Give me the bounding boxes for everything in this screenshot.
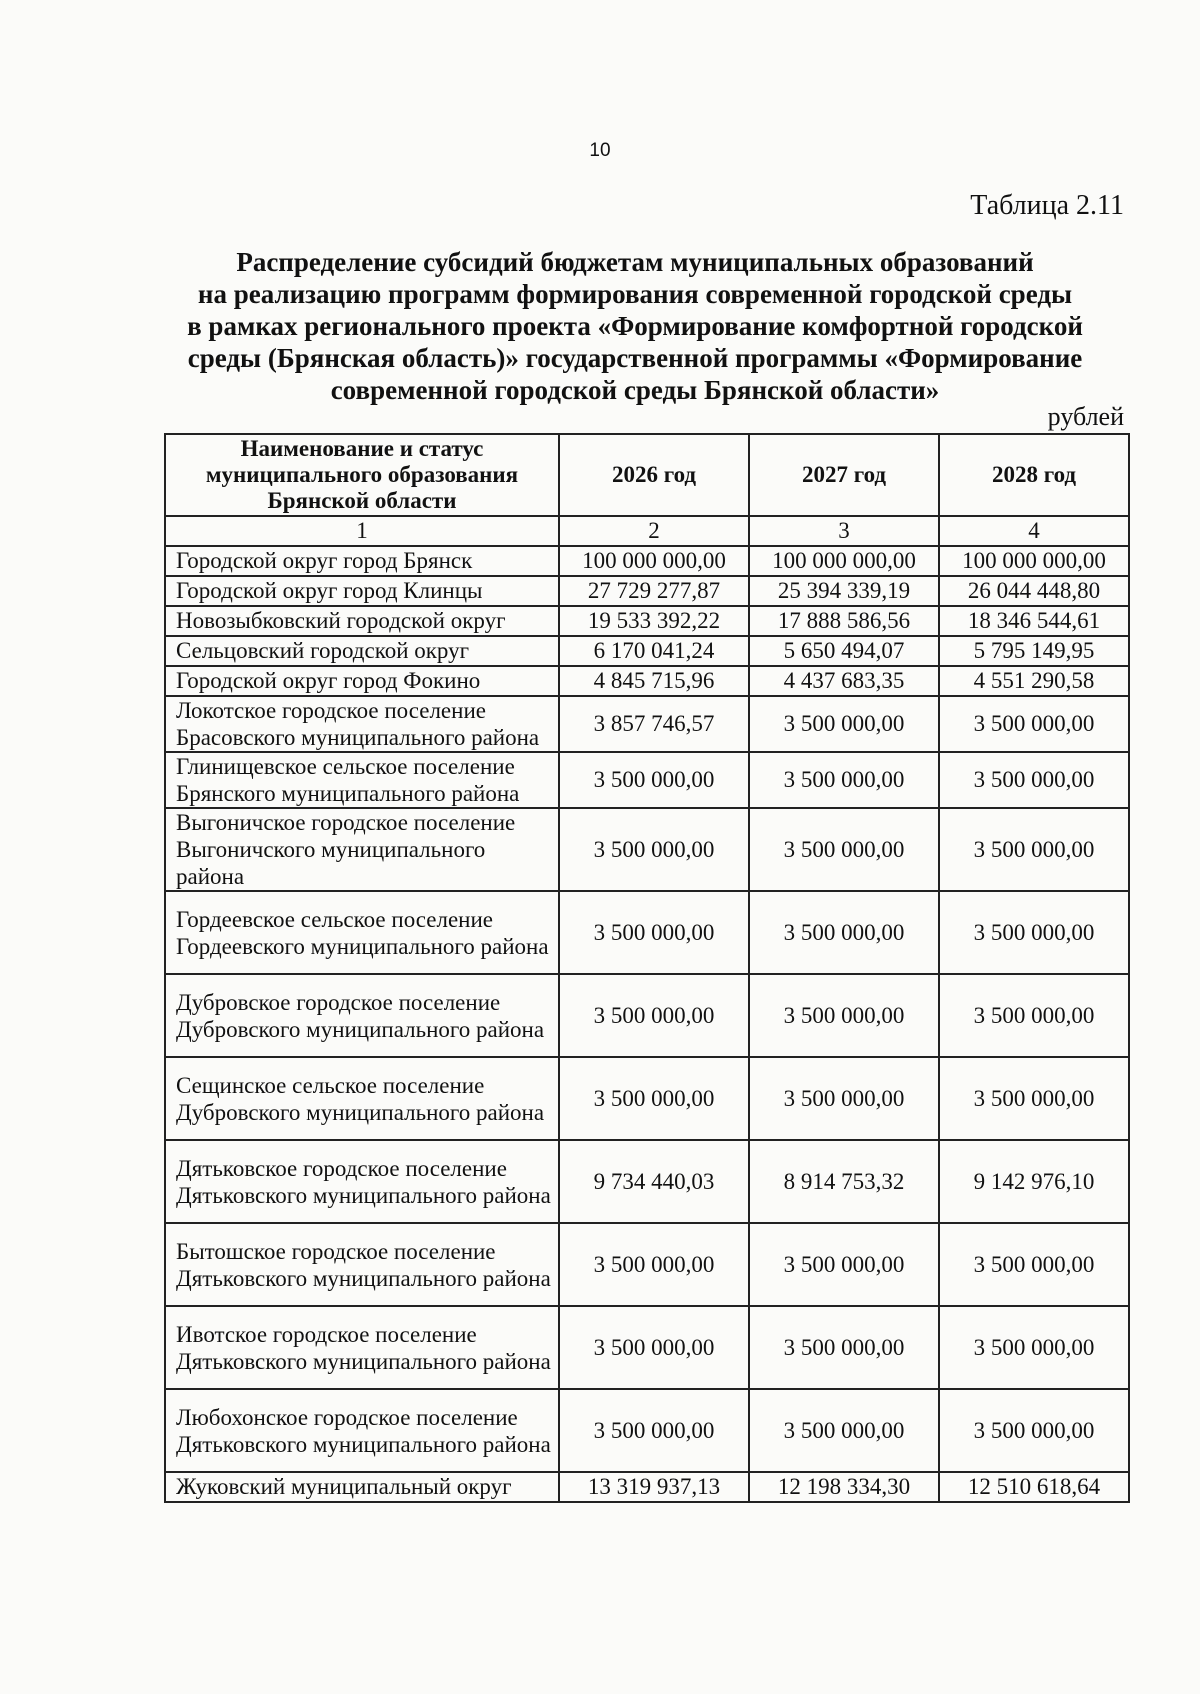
table-row: [165, 808, 1129, 891]
page-number: 10: [589, 140, 611, 161]
table-row: [165, 1057, 1129, 1140]
table-row: [165, 1472, 1129, 1502]
value-2028: 9 142 976,10: [939, 1140, 1129, 1223]
value-2027: 3 500 000,00: [749, 752, 939, 808]
municipality-name: Городской округ город Брянск: [165, 546, 559, 576]
value-2026: 3 500 000,00: [559, 1389, 749, 1472]
title-line: среды (Брянская область)» государственной программы «Формирование: [187, 343, 1083, 373]
value-2028: 12 510 618,64: [939, 1472, 1129, 1502]
value-2028: 3 500 000,00: [939, 808, 1129, 891]
value-2028: 3 500 000,00: [939, 1223, 1129, 1306]
municipality-name: Новозыбковский городской округ: [165, 606, 559, 636]
table-row: [165, 974, 1129, 1057]
municipality-name: Локотское городское поселение Брасовского муниципального района: [165, 696, 559, 752]
value-2026: 3 500 000,00: [559, 1306, 749, 1389]
value-2026: 4 845 715,96: [559, 666, 749, 696]
value-2026: 3 500 000,00: [559, 1223, 749, 1306]
table-row: [165, 1140, 1129, 1223]
value-2027: 3 500 000,00: [749, 696, 939, 752]
title-line: в рамках регионального проекта «Формирование комфортной городской: [187, 311, 1083, 341]
value-2026: 6 170 041,24: [559, 636, 749, 666]
value-2028: 3 500 000,00: [939, 1057, 1129, 1140]
units-label: рублей: [1047, 402, 1124, 431]
value-2026: 100 000 000,00: [559, 546, 749, 576]
value-2027: 100 000 000,00: [749, 546, 939, 576]
municipality-name: Ивотское городское поселение Дятьковского муниципального района: [165, 1306, 559, 1389]
table-row: [165, 1389, 1129, 1472]
value-2026: 13 319 937,13: [559, 1472, 749, 1502]
title-line: на реализацию программ формирования современной городской среды: [197, 279, 1073, 309]
header-name: Наименование и статус муниципального образования Брянской области: [165, 434, 559, 516]
municipality-name: Бытошское городское поселение Дятьковского муниципального района: [165, 1223, 559, 1306]
value-2026: 3 500 000,00: [559, 891, 749, 974]
value-2026: 3 500 000,00: [559, 974, 749, 1057]
value-2027: 8 914 753,32: [749, 1140, 939, 1223]
document-title: [160, 246, 1110, 406]
municipality-name: Выгоничское городское поселение Выгоничского муниципального района: [165, 808, 559, 891]
table-row: [165, 606, 1129, 636]
table-row: [165, 1223, 1129, 1306]
table-row: [165, 546, 1129, 576]
value-2027: 12 198 334,30: [749, 1472, 939, 1502]
value-2026: 3 500 000,00: [559, 752, 749, 808]
value-2027: 3 500 000,00: [749, 1057, 939, 1140]
value-2028: 100 000 000,00: [939, 546, 1129, 576]
value-2027: 17 888 586,56: [749, 606, 939, 636]
value-2027: 3 500 000,00: [749, 808, 939, 891]
value-2027: 25 394 339,19: [749, 576, 939, 606]
column-number: 4: [939, 516, 1129, 546]
value-2028: 3 500 000,00: [939, 696, 1129, 752]
value-2028: 5 795 149,95: [939, 636, 1129, 666]
header-2026: 2026 год: [559, 434, 749, 516]
municipality-name: Жуковский муниципальный округ: [165, 1472, 559, 1502]
column-number: 2: [559, 516, 749, 546]
value-2028: 3 500 000,00: [939, 974, 1129, 1057]
value-2028: 18 346 544,61: [939, 606, 1129, 636]
value-2026: 3 500 000,00: [559, 808, 749, 891]
value-2027: 3 500 000,00: [749, 1223, 939, 1306]
value-2026: 9 734 440,03: [559, 1140, 749, 1223]
table-row: [165, 1306, 1129, 1389]
value-2028: 3 500 000,00: [939, 752, 1129, 808]
municipality-name: Городской округ город Фокино: [165, 666, 559, 696]
value-2027: 5 650 494,07: [749, 636, 939, 666]
value-2028: 26 044 448,80: [939, 576, 1129, 606]
value-2028: 3 500 000,00: [939, 891, 1129, 974]
municipality-name: Сещинское сельское поселение Дубровского муниципального района: [165, 1057, 559, 1140]
table-row: [165, 752, 1129, 808]
value-2028: 3 500 000,00: [939, 1389, 1129, 1472]
value-2026: 27 729 277,87: [559, 576, 749, 606]
subsidy-table: [164, 433, 1130, 1503]
value-2027: 3 500 000,00: [749, 1306, 939, 1389]
table-row: [165, 696, 1129, 752]
table-header-row: [165, 434, 1129, 516]
column-number-row: [165, 516, 1129, 546]
value-2027: 3 500 000,00: [749, 1389, 939, 1472]
title-line: современной городской среды Брянской области»: [330, 375, 940, 405]
municipality-name: Сельцовский городской округ: [165, 636, 559, 666]
municipality-name: Гордеевское сельское поселение Гордеевского муниципального района: [165, 891, 559, 974]
municipality-name: Любохонское городское поселение Дятьковского муниципального района: [165, 1389, 559, 1472]
value-2026: 3 857 746,57: [559, 696, 749, 752]
header-2027: 2027 год: [749, 434, 939, 516]
value-2026: 3 500 000,00: [559, 1057, 749, 1140]
table-row: [165, 636, 1129, 666]
table-row: [165, 576, 1129, 606]
value-2028: 3 500 000,00: [939, 1306, 1129, 1389]
value-2027: 3 500 000,00: [749, 891, 939, 974]
table-label: Таблица 2.11: [970, 190, 1124, 221]
column-number: 3: [749, 516, 939, 546]
municipality-name: Городской округ город Клинцы: [165, 576, 559, 606]
table-row: [165, 666, 1129, 696]
municipality-name: Дятьковское городское поселение Дятьковского муниципального района: [165, 1140, 559, 1223]
table-row: [165, 891, 1129, 974]
value-2027: 3 500 000,00: [749, 974, 939, 1057]
value-2026: 19 533 392,22: [559, 606, 749, 636]
value-2028: 4 551 290,58: [939, 666, 1129, 696]
municipality-name: Глинищевское сельское поселение Брянского муниципального района: [165, 752, 559, 808]
title-line: Распределение субсидий бюджетам муниципальных образований: [236, 247, 1034, 277]
value-2027: 4 437 683,35: [749, 666, 939, 696]
column-number: 1: [165, 516, 559, 546]
header-2028: 2028 год: [939, 434, 1129, 516]
municipality-name: Дубровское городское поселение Дубровского муниципального района: [165, 974, 559, 1057]
